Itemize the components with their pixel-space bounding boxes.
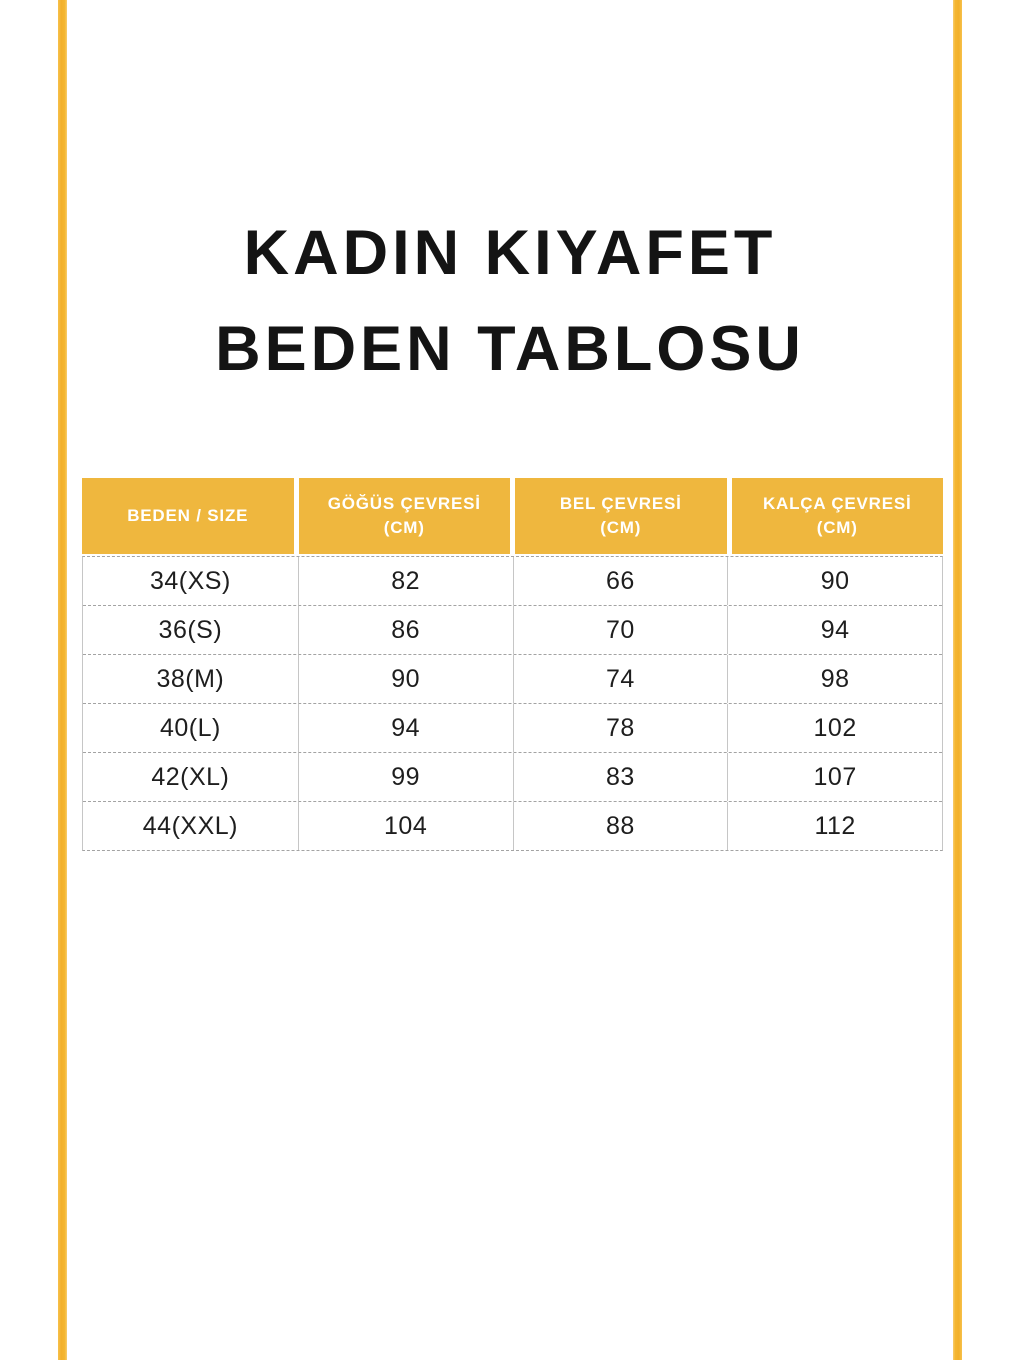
- size-table-header-row: [82, 478, 943, 554]
- chest-value-cell: 82: [298, 557, 513, 605]
- header-label: KALÇA ÇEVRESİ: [762, 494, 912, 514]
- hip-value-cell: 107: [727, 753, 942, 801]
- table-row: [83, 801, 942, 850]
- table-row: [83, 752, 942, 801]
- page-title-line1: KADIN KIYAFET: [243, 218, 777, 289]
- left-accent-stripe: [58, 0, 67, 1360]
- waist-value-cell: 78: [513, 704, 728, 752]
- waist-value-cell: 70: [513, 606, 728, 654]
- chest-value-cell: 90: [298, 655, 513, 703]
- size-cell: 40(L): [159, 713, 221, 742]
- header-label: GÖĞÜS ÇEVRESİ: [327, 494, 481, 514]
- size-table-body: [82, 556, 943, 851]
- waist-value-cell: 66: [513, 557, 728, 605]
- size-table: [82, 478, 943, 851]
- page-title-line2: BEDEN TABLOSU: [215, 314, 805, 385]
- chest-value-cell: 104: [298, 802, 513, 850]
- table-row: [83, 557, 942, 605]
- chest-value-cell: 86: [298, 606, 513, 654]
- hip-value-cell: 112: [727, 802, 942, 850]
- chest-value-cell: 94: [298, 704, 513, 752]
- table-row: [83, 654, 942, 703]
- size-cell: 44(XXL): [142, 811, 238, 840]
- hip-value-cell: 94: [727, 606, 942, 654]
- hip-value-cell: 90: [727, 557, 942, 605]
- chest-value-cell: 99: [298, 753, 513, 801]
- size-cell: 36(S): [158, 615, 223, 644]
- hip-value-cell: 98: [727, 655, 942, 703]
- size-cell: 38(M): [156, 664, 225, 693]
- hip-value-cell: 102: [727, 704, 942, 752]
- header-sublabel: (CM): [383, 518, 425, 537]
- header-cell-bel-cevresi: [515, 478, 727, 554]
- table-row: [83, 605, 942, 654]
- table-row: [83, 703, 942, 752]
- header-cell-kalca-cevresi: [732, 478, 944, 554]
- header-label: BEDEN / SIZE: [127, 506, 249, 526]
- right-accent-stripe: [953, 0, 962, 1360]
- waist-value-cell: 83: [513, 753, 728, 801]
- header-sublabel: (CM): [600, 518, 642, 537]
- waist-value-cell: 88: [513, 802, 728, 850]
- header-label: BEL ÇEVRESİ: [559, 494, 682, 514]
- page-title: [0, 205, 1020, 397]
- waist-value-cell: 74: [513, 655, 728, 703]
- size-cell: 42(XL): [151, 762, 230, 791]
- size-cell: 34(XS): [149, 566, 231, 595]
- header-cell-beden-size: [82, 478, 294, 554]
- header-sublabel: (CM): [816, 518, 858, 537]
- header-cell-gogus-cevresi: [299, 478, 511, 554]
